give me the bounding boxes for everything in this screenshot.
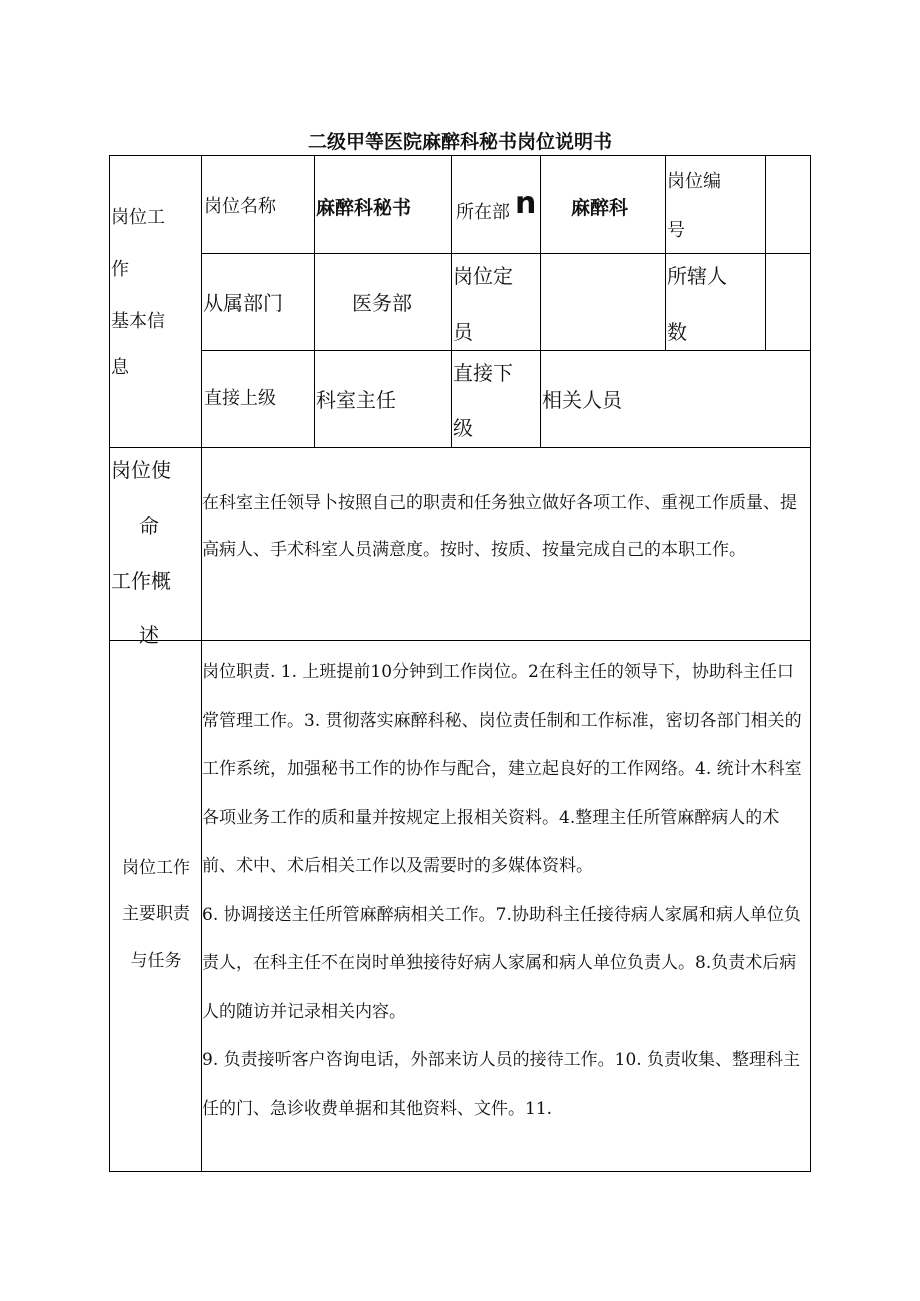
department-label-tail: n [515,186,537,221]
superior-label: 直接上级 [204,388,276,409]
page-title: 二级甲等医院麻醉科秘书岗位说明书 [307,131,612,153]
parent-department-label: 从属部门 [203,291,283,315]
superior-value: 科室主任 [316,388,396,412]
parent-department-value: 医务部 [352,291,412,315]
position-quota-label: 岗位定 [453,264,513,288]
duties-paragraph: 6. 协调接送主任所管麻醉病相关工作。7.协助科主任接待病人家属和病人单位负责人，在科主任不在岗时单独接待好病人家属和病人单位负责人。8.负责术后病人的随访并记录相关内容。 [202,904,801,1022]
mission-text: 在科室主任领导卜按照自己的职责和任务独立做好各项工作、重视工作质量、提高病人、手术科室人员满意度。按时、按质、按量完成自己的本职工作。 [202,493,797,560]
duties-text [202,648,808,1133]
position-name-value: 麻醉科秘书 [316,197,412,219]
department-label: 所在部 [456,202,510,223]
duties-paragraph: 岗位职责. 1. 上班提前10分钟到工作岗位。2在科主任的领导下，协助科主任口常管理工作。3. 贯彻落实麻醉科秘、岗位责任制和工作标准，密切各部门相关的工作系统，加强秘书工作的协作与配合，建立起良好的工作网络。4. 统计木科室各项业务工作的质和量并按规定上报相关资料。4.整理主任所管麻醉病人的术前、术中、术后相关工作以及需要时的多媒体资料。 [202,662,802,876]
duties-paragraph: 9. 负责接听客户咨询电话，外部来访人员的接待工作。10. 负责收集、整理科主任的门、急诊收费单据和其他资料、文件。11. [202,1050,801,1119]
department-value: 麻醉科 [571,197,629,219]
position-code-label: 岗位编 [667,171,721,192]
direct-subordinate-value: 相关人员 [542,388,622,412]
direct-subordinate-label: 直接下 [453,361,513,385]
subordinates-count-label: 所辖人 [667,264,727,288]
position-name-label: 岗位名称 [204,196,276,217]
